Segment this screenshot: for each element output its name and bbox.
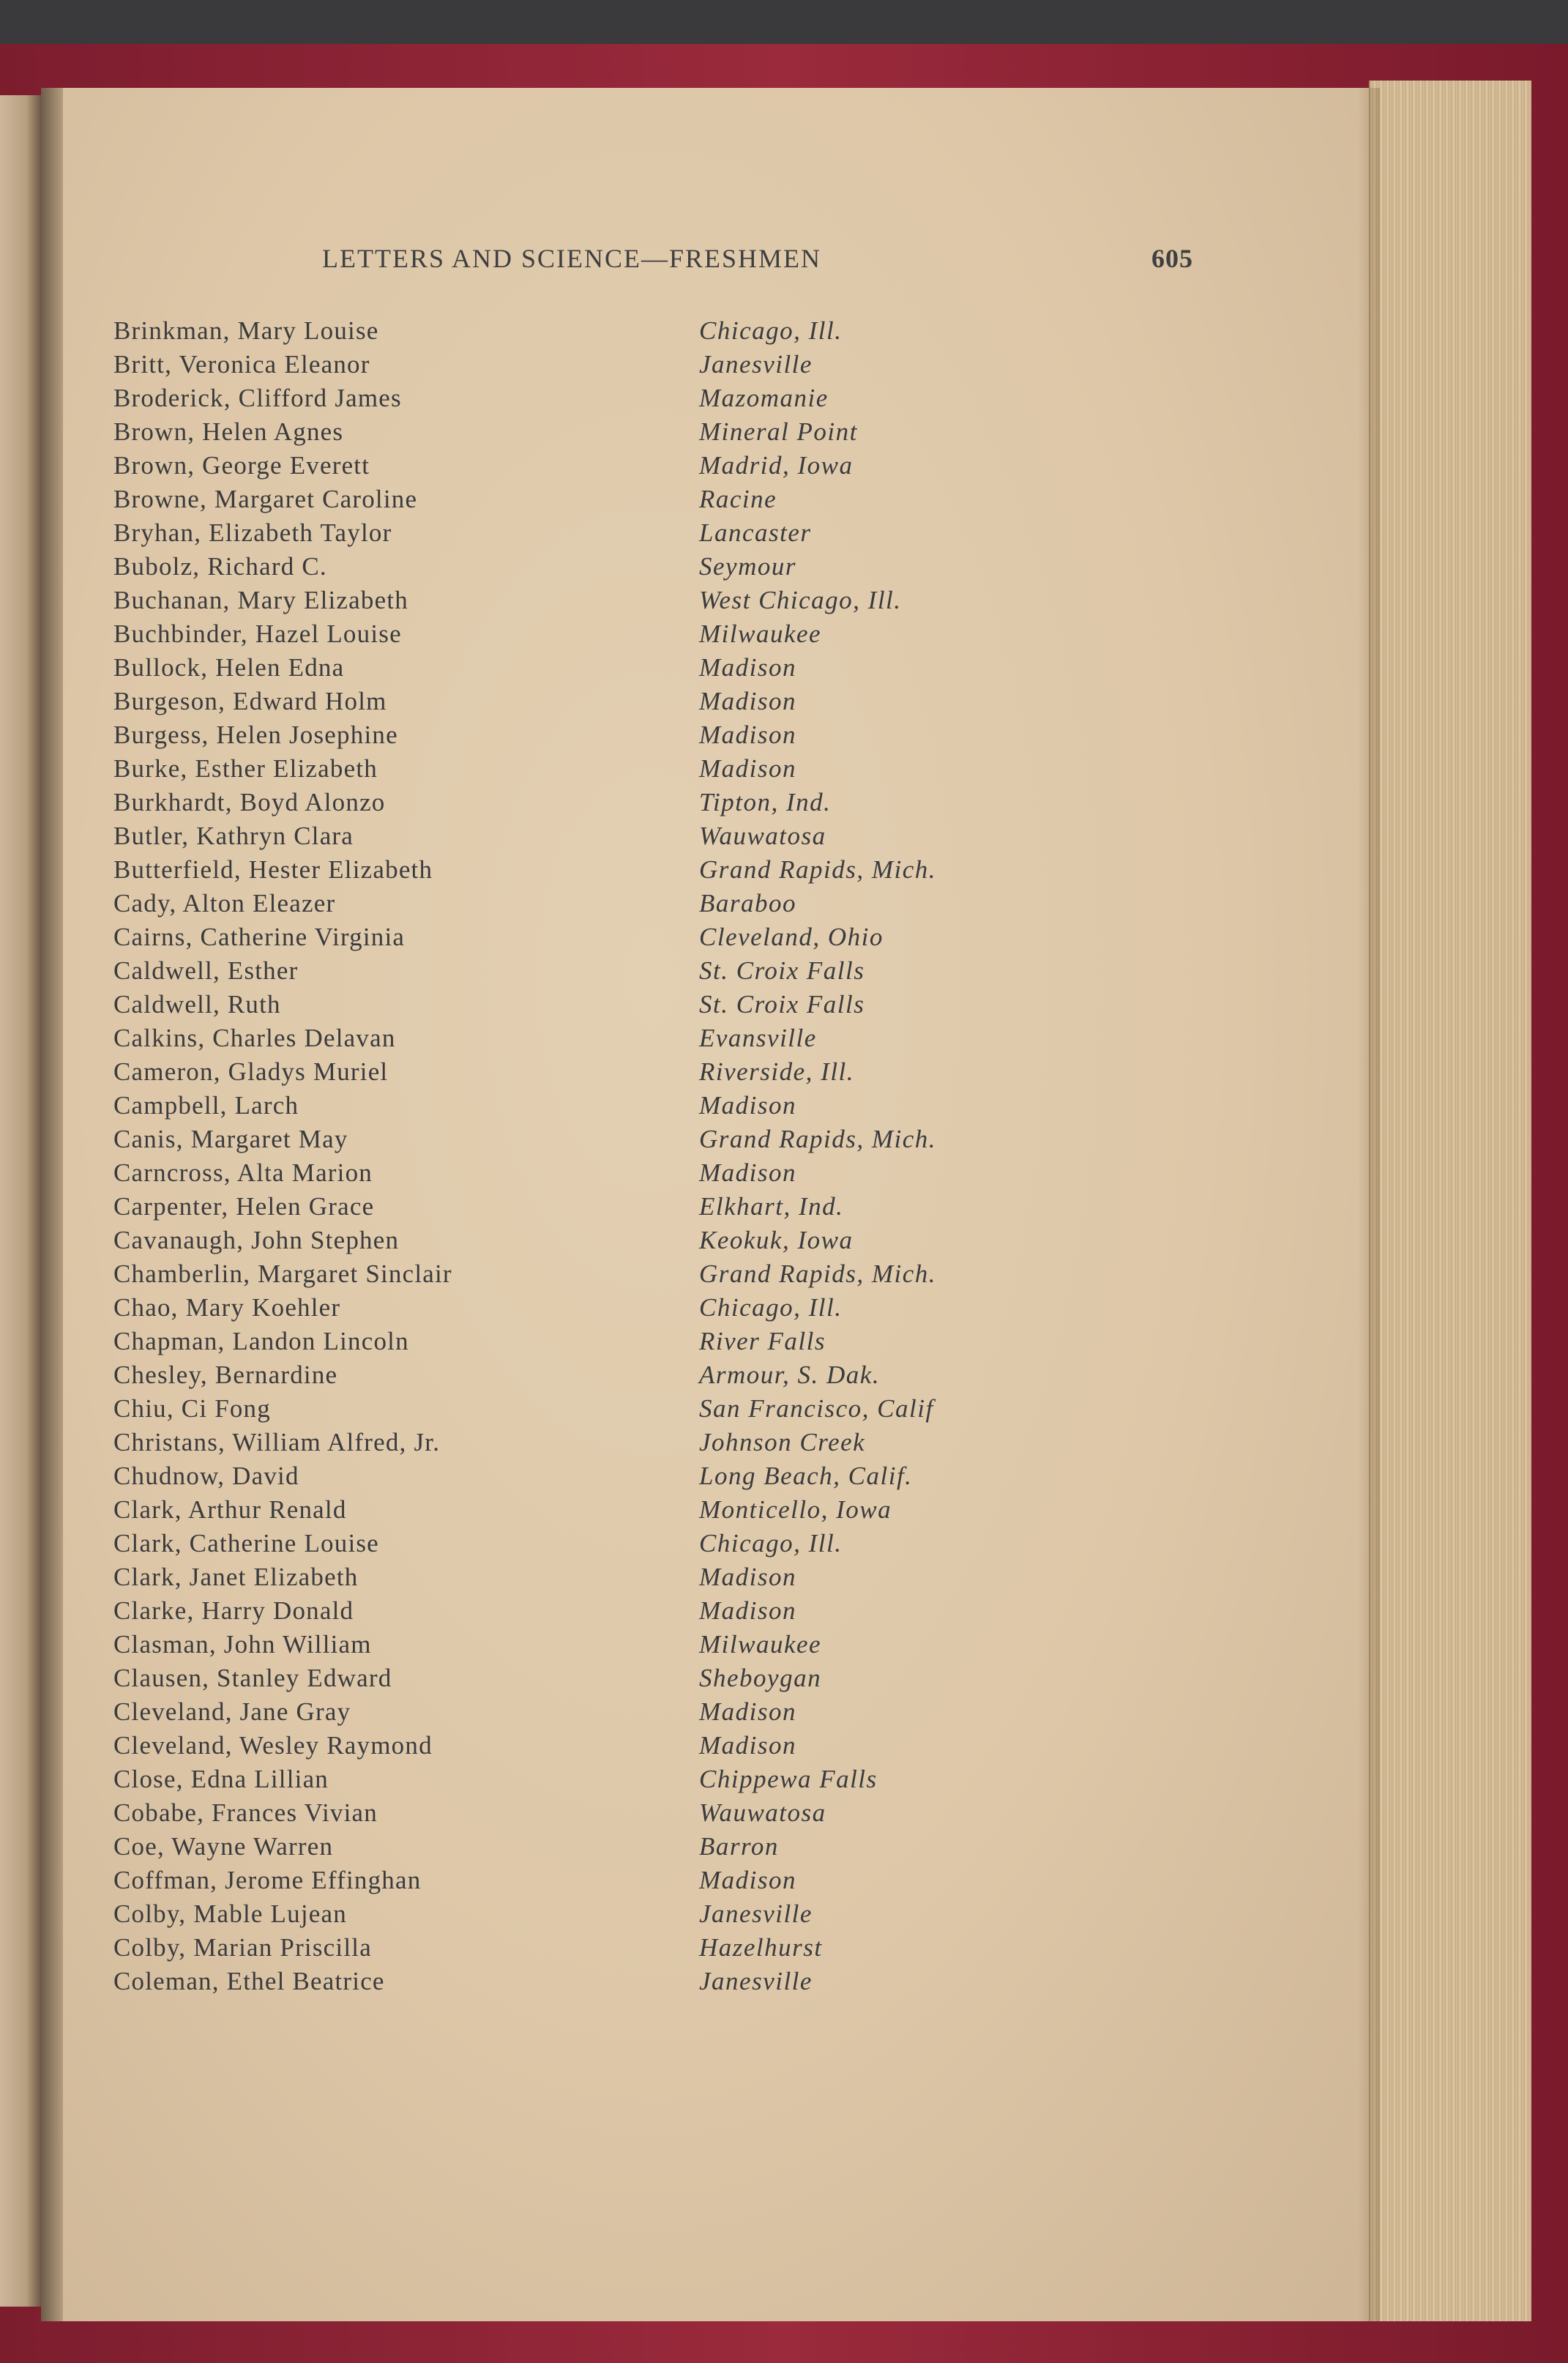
student-hometown: River Falls — [699, 1327, 826, 1355]
student-hometown: Evansville — [699, 1024, 817, 1052]
roster-row — [113, 1192, 1065, 1226]
roster-row — [113, 1697, 1065, 1731]
roster-row — [113, 1024, 1065, 1057]
student-name: Clark, Janet Elizabeth — [113, 1563, 359, 1591]
student-name: Britt, Veronica Eleanor — [113, 350, 370, 379]
roster-row — [113, 923, 1065, 956]
page-gutter — [41, 88, 63, 2321]
roster-row — [113, 990, 1065, 1024]
student-hometown: Janesville — [699, 350, 813, 379]
student-name: Colby, Marian Priscilla — [113, 1933, 372, 1962]
roster-row — [113, 1259, 1065, 1293]
student-name: Clarke, Harry Donald — [113, 1596, 354, 1625]
student-name: Clark, Catherine Louise — [113, 1529, 379, 1558]
student-hometown: Madrid, Iowa — [699, 451, 854, 480]
roster-row — [113, 1731, 1065, 1765]
student-hometown: Armour, S. Dak. — [699, 1361, 881, 1389]
student-name: Chiu, Ci Fong — [113, 1394, 271, 1423]
roster-row — [113, 1293, 1065, 1327]
student-name: Bryhan, Elizabeth Taylor — [113, 518, 392, 547]
roster-row — [113, 1091, 1065, 1125]
student-name: Calkins, Charles Delavan — [113, 1024, 396, 1052]
student-name: Campbell, Larch — [113, 1091, 299, 1120]
student-hometown: Grand Rapids, Mich. — [699, 1259, 937, 1288]
roster-row — [113, 518, 1065, 552]
roster-row — [113, 1125, 1065, 1158]
student-hometown: West Chicago, Ill. — [699, 586, 902, 614]
student-name: Burgeson, Edward Holm — [113, 687, 387, 715]
student-hometown: Madison — [699, 1596, 796, 1625]
student-name: Christans, William Alfred, Jr. — [113, 1428, 441, 1456]
running-head-title: LETTERS AND SCIENCE—FRESHMEN — [322, 244, 822, 273]
student-name: Cobabe, Frances Vivian — [113, 1798, 378, 1827]
student-hometown: Barron — [699, 1832, 779, 1861]
roster-row — [113, 687, 1065, 721]
student-hometown: Johnson Creek — [699, 1428, 866, 1456]
roster-row — [113, 417, 1065, 451]
page-block-edges — [1369, 81, 1531, 2321]
student-name: Carpenter, Helen Grace — [113, 1192, 375, 1221]
roster-row — [113, 350, 1065, 384]
student-name: Chesley, Bernardine — [113, 1361, 338, 1389]
student-name: Butler, Kathryn Clara — [113, 822, 354, 850]
roster-row — [113, 1462, 1065, 1495]
student-hometown: Wauwatosa — [699, 822, 826, 850]
roster-row — [113, 1967, 1065, 2001]
student-hometown: Chippewa Falls — [699, 1765, 878, 1793]
student-hometown: Madison — [699, 1091, 796, 1120]
student-hometown: Cleveland, Ohio — [699, 923, 884, 951]
student-name: Canis, Margaret May — [113, 1125, 348, 1153]
student-hometown: Madison — [699, 1731, 796, 1760]
student-hometown: Monticello, Iowa — [699, 1495, 892, 1524]
student-name: Buchbinder, Hazel Louise — [113, 619, 402, 648]
roster-row — [113, 1933, 1065, 1967]
student-name: Cleveland, Jane Gray — [113, 1697, 351, 1726]
student-name: Clasman, John William — [113, 1630, 372, 1659]
student-hometown: Madison — [699, 653, 796, 682]
student-name: Browne, Margaret Caroline — [113, 485, 418, 513]
student-hometown: Tipton, Ind. — [699, 788, 832, 816]
student-hometown: Racine — [699, 485, 777, 513]
student-hometown: Mineral Point — [699, 417, 858, 446]
page-number: 605 — [1151, 244, 1193, 273]
student-hometown: Milwaukee — [699, 1630, 822, 1659]
student-name: Close, Edna Lillian — [113, 1765, 329, 1793]
student-hometown: Keokuk, Iowa — [699, 1226, 854, 1254]
student-name: Cavanaugh, John Stephen — [113, 1226, 400, 1254]
student-hometown: Milwaukee — [699, 619, 822, 648]
roster-row — [113, 586, 1065, 619]
student-hometown: Lancaster — [699, 518, 812, 547]
student-hometown: St. Croix Falls — [699, 990, 865, 1019]
student-name: Brinkman, Mary Louise — [113, 316, 379, 345]
student-name: Bullock, Helen Edna — [113, 653, 345, 682]
roster-row — [113, 1899, 1065, 1933]
roster-row — [113, 1630, 1065, 1664]
student-name: Cleveland, Wesley Raymond — [113, 1731, 433, 1760]
student-name: Brown, George Everett — [113, 451, 370, 480]
student-hometown: Chicago, Ill. — [699, 1293, 843, 1322]
roster-row — [113, 1563, 1065, 1596]
roster-row — [113, 1866, 1065, 1899]
student-name: Clausen, Stanley Edward — [113, 1664, 392, 1692]
student-hometown: Chicago, Ill. — [699, 1529, 843, 1558]
roster-row — [113, 552, 1065, 586]
student-name: Colby, Mable Lujean — [113, 1899, 347, 1928]
student-hometown: Madison — [699, 1563, 796, 1591]
student-hometown: San Francisco, Calif — [699, 1394, 934, 1423]
roster-row — [113, 956, 1065, 990]
roster-row — [113, 1394, 1065, 1428]
student-name: Burgess, Helen Josephine — [113, 721, 398, 749]
roster-row — [113, 384, 1065, 417]
student-hometown: St. Croix Falls — [699, 956, 865, 985]
student-name: Brown, Helen Agnes — [113, 417, 344, 446]
student-name: Burkhardt, Boyd Alonzo — [113, 788, 386, 816]
student-name: Chao, Mary Koehler — [113, 1293, 341, 1322]
student-hometown: Grand Rapids, Mich. — [699, 855, 937, 884]
roster-row — [113, 653, 1065, 687]
student-name: Coleman, Ethel Beatrice — [113, 1967, 385, 1995]
student-name: Coffman, Jerome Effinghan — [113, 1866, 422, 1894]
student-hometown: Baraboo — [699, 889, 796, 918]
student-name: Cameron, Gladys Muriel — [113, 1057, 389, 1086]
student-name: Chudnow, David — [113, 1462, 299, 1490]
roster-row — [113, 754, 1065, 788]
roster-row — [113, 1057, 1065, 1091]
student-hometown: Seymour — [699, 552, 796, 581]
student-hometown: Riverside, Ill. — [699, 1057, 855, 1086]
student-name: Carncross, Alta Marion — [113, 1158, 373, 1187]
student-name: Chapman, Landon Lincoln — [113, 1327, 409, 1355]
roster-row — [113, 1596, 1065, 1630]
roster-row — [113, 788, 1065, 822]
student-hometown: Long Beach, Calif. — [699, 1462, 913, 1490]
roster-row — [113, 1428, 1065, 1462]
student-name: Bubolz, Richard C. — [113, 552, 327, 581]
roster-row — [113, 316, 1065, 350]
page-edge-shadow — [1358, 88, 1380, 2321]
student-name: Coe, Wayne Warren — [113, 1832, 334, 1861]
student-name: Chamberlin, Margaret Sinclair — [113, 1259, 452, 1288]
student-hometown: Madison — [699, 1866, 796, 1894]
roster-row — [113, 889, 1065, 923]
roster-row — [113, 1664, 1065, 1697]
running-head — [322, 243, 1193, 280]
student-name: Caldwell, Esther — [113, 956, 299, 985]
roster-row — [113, 855, 1065, 889]
roster-row — [113, 721, 1065, 754]
roster-row — [113, 1798, 1065, 1832]
student-name: Broderick, Clifford James — [113, 384, 402, 412]
student-hometown: Madison — [699, 754, 796, 783]
student-hometown: Mazomanie — [699, 384, 829, 412]
student-hometown: Sheboygan — [699, 1664, 822, 1692]
roster-row — [113, 1361, 1065, 1394]
roster-row — [113, 1765, 1065, 1798]
student-hometown: Janesville — [699, 1967, 813, 1995]
student-name: Buchanan, Mary Elizabeth — [113, 586, 408, 614]
student-roster — [113, 316, 1065, 2001]
roster-row — [113, 822, 1065, 855]
roster-row — [113, 1158, 1065, 1192]
roster-row — [113, 1327, 1065, 1361]
student-hometown: Madison — [699, 1158, 796, 1187]
roster-row — [113, 485, 1065, 518]
student-hometown: Madison — [699, 721, 796, 749]
roster-row — [113, 1529, 1065, 1563]
student-hometown: Janesville — [699, 1899, 813, 1928]
student-hometown: Madison — [699, 687, 796, 715]
student-name: Clark, Arthur Renald — [113, 1495, 347, 1524]
student-hometown: Wauwatosa — [699, 1798, 826, 1827]
roster-row — [113, 1226, 1065, 1259]
student-hometown: Grand Rapids, Mich. — [699, 1125, 937, 1153]
roster-row — [113, 451, 1065, 485]
student-hometown: Madison — [699, 1697, 796, 1726]
student-name: Butterfield, Hester Elizabeth — [113, 855, 433, 884]
student-hometown: Hazelhurst — [699, 1933, 823, 1962]
student-name: Burke, Esther Elizabeth — [113, 754, 378, 783]
facing-page-edge — [0, 95, 44, 2307]
student-name: Cairns, Catherine Virginia — [113, 923, 406, 951]
roster-row — [113, 1832, 1065, 1866]
student-name: Caldwell, Ruth — [113, 990, 281, 1019]
roster-row — [113, 1495, 1065, 1529]
student-hometown: Elkhart, Ind. — [699, 1192, 844, 1221]
student-name: Cady, Alton Eleazer — [113, 889, 336, 918]
roster-row — [113, 619, 1065, 653]
student-hometown: Chicago, Ill. — [699, 316, 843, 345]
